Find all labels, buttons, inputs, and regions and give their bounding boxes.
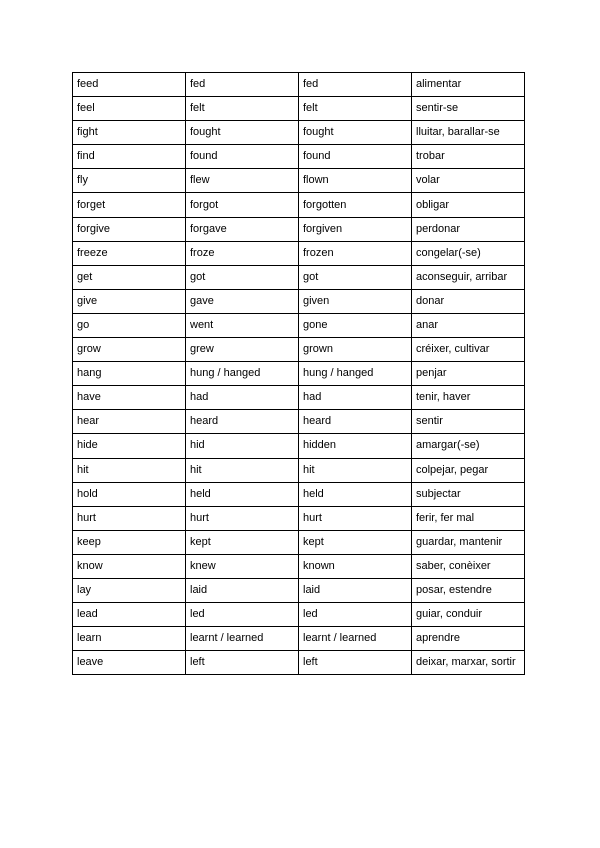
infinitive-cell: freeze [73, 241, 186, 265]
table-row [73, 506, 525, 530]
translation-cell: colpejar, pegar [412, 458, 525, 482]
past-participle-cell: had [299, 386, 412, 410]
infinitive-cell: have [73, 386, 186, 410]
translation-cell: guiar, conduir [412, 603, 525, 627]
translation-cell: lluitar, barallar-se [412, 121, 525, 145]
past-participle-cell: kept [299, 530, 412, 554]
past-simple-cell: gave [186, 289, 299, 313]
table-row [73, 121, 525, 145]
past-simple-cell: forgot [186, 193, 299, 217]
infinitive-cell: find [73, 145, 186, 169]
past-simple-cell: heard [186, 410, 299, 434]
translation-cell: donar [412, 289, 525, 313]
past-participle-cell: grown [299, 338, 412, 362]
past-participle-cell: frozen [299, 241, 412, 265]
infinitive-cell: get [73, 265, 186, 289]
table-row [73, 241, 525, 265]
verb-table-body [73, 73, 525, 675]
table-row [73, 217, 525, 241]
table-row [73, 193, 525, 217]
translation-cell: amargar(-se) [412, 434, 525, 458]
past-simple-cell: forgave [186, 217, 299, 241]
table-row [73, 97, 525, 121]
past-participle-cell: known [299, 554, 412, 578]
past-participle-cell: left [299, 651, 412, 675]
past-simple-cell: hurt [186, 506, 299, 530]
irregular-verbs-table [72, 72, 525, 675]
table-row [73, 603, 525, 627]
past-participle-cell: hurt [299, 506, 412, 530]
translation-cell: volar [412, 169, 525, 193]
infinitive-cell: feel [73, 97, 186, 121]
translation-cell: deixar, marxar, sortir [412, 651, 525, 675]
infinitive-cell: leave [73, 651, 186, 675]
translation-cell: saber, conèixer [412, 554, 525, 578]
table-row [73, 410, 525, 434]
translation-cell: créixer, cultivar [412, 338, 525, 362]
past-simple-cell: led [186, 603, 299, 627]
past-simple-cell: held [186, 482, 299, 506]
infinitive-cell: give [73, 289, 186, 313]
past-participle-cell: found [299, 145, 412, 169]
table-row [73, 530, 525, 554]
infinitive-cell: forgive [73, 217, 186, 241]
table-row [73, 289, 525, 313]
table-row [73, 338, 525, 362]
infinitive-cell: forget [73, 193, 186, 217]
table-row [73, 554, 525, 578]
infinitive-cell: fly [73, 169, 186, 193]
infinitive-cell: know [73, 554, 186, 578]
past-participle-cell: held [299, 482, 412, 506]
table-row [73, 578, 525, 602]
table-row [73, 627, 525, 651]
translation-cell: guardar, mantenir [412, 530, 525, 554]
past-participle-cell: got [299, 265, 412, 289]
translation-cell: alimentar [412, 73, 525, 97]
table-row [73, 169, 525, 193]
translation-cell: trobar [412, 145, 525, 169]
infinitive-cell: lay [73, 578, 186, 602]
infinitive-cell: hang [73, 362, 186, 386]
past-participle-cell: learnt / learned [299, 627, 412, 651]
past-participle-cell: fed [299, 73, 412, 97]
infinitive-cell: hit [73, 458, 186, 482]
translation-cell: ferir, fer mal [412, 506, 525, 530]
table-row [73, 362, 525, 386]
past-simple-cell: left [186, 651, 299, 675]
past-simple-cell: froze [186, 241, 299, 265]
table-row [73, 482, 525, 506]
translation-cell: obligar [412, 193, 525, 217]
past-participle-cell: hit [299, 458, 412, 482]
translation-cell: posar, estendre [412, 578, 525, 602]
past-participle-cell: led [299, 603, 412, 627]
translation-cell: sentir-se [412, 97, 525, 121]
past-participle-cell: hung / hanged [299, 362, 412, 386]
past-participle-cell: laid [299, 578, 412, 602]
translation-cell: anar [412, 313, 525, 337]
table-row [73, 145, 525, 169]
translation-cell: aconseguir, arribar [412, 265, 525, 289]
past-participle-cell: fought [299, 121, 412, 145]
past-simple-cell: hid [186, 434, 299, 458]
past-simple-cell: learnt / learned [186, 627, 299, 651]
past-simple-cell: felt [186, 97, 299, 121]
infinitive-cell: keep [73, 530, 186, 554]
past-simple-cell: grew [186, 338, 299, 362]
past-simple-cell: got [186, 265, 299, 289]
past-participle-cell: forgotten [299, 193, 412, 217]
past-simple-cell: hit [186, 458, 299, 482]
past-simple-cell: found [186, 145, 299, 169]
table-row [73, 386, 525, 410]
past-participle-cell: flown [299, 169, 412, 193]
translation-cell: aprendre [412, 627, 525, 651]
table-row [73, 265, 525, 289]
past-simple-cell: hung / hanged [186, 362, 299, 386]
infinitive-cell: learn [73, 627, 186, 651]
past-simple-cell: went [186, 313, 299, 337]
infinitive-cell: hide [73, 434, 186, 458]
translation-cell: subjectar [412, 482, 525, 506]
infinitive-cell: hurt [73, 506, 186, 530]
table-row [73, 73, 525, 97]
past-simple-cell: flew [186, 169, 299, 193]
infinitive-cell: hold [73, 482, 186, 506]
past-participle-cell: heard [299, 410, 412, 434]
past-participle-cell: forgiven [299, 217, 412, 241]
table-row [73, 313, 525, 337]
table-row [73, 434, 525, 458]
past-simple-cell: had [186, 386, 299, 410]
past-simple-cell: laid [186, 578, 299, 602]
table-row [73, 458, 525, 482]
infinitive-cell: grow [73, 338, 186, 362]
infinitive-cell: fight [73, 121, 186, 145]
past-participle-cell: felt [299, 97, 412, 121]
translation-cell: congelar(-se) [412, 241, 525, 265]
translation-cell: sentir [412, 410, 525, 434]
infinitive-cell: lead [73, 603, 186, 627]
infinitive-cell: go [73, 313, 186, 337]
past-participle-cell: given [299, 289, 412, 313]
past-simple-cell: knew [186, 554, 299, 578]
past-participle-cell: hidden [299, 434, 412, 458]
infinitive-cell: feed [73, 73, 186, 97]
table-row [73, 651, 525, 675]
translation-cell: perdonar [412, 217, 525, 241]
past-simple-cell: kept [186, 530, 299, 554]
translation-cell: penjar [412, 362, 525, 386]
past-simple-cell: fought [186, 121, 299, 145]
infinitive-cell: hear [73, 410, 186, 434]
past-participle-cell: gone [299, 313, 412, 337]
past-simple-cell: fed [186, 73, 299, 97]
translation-cell: tenir, haver [412, 386, 525, 410]
